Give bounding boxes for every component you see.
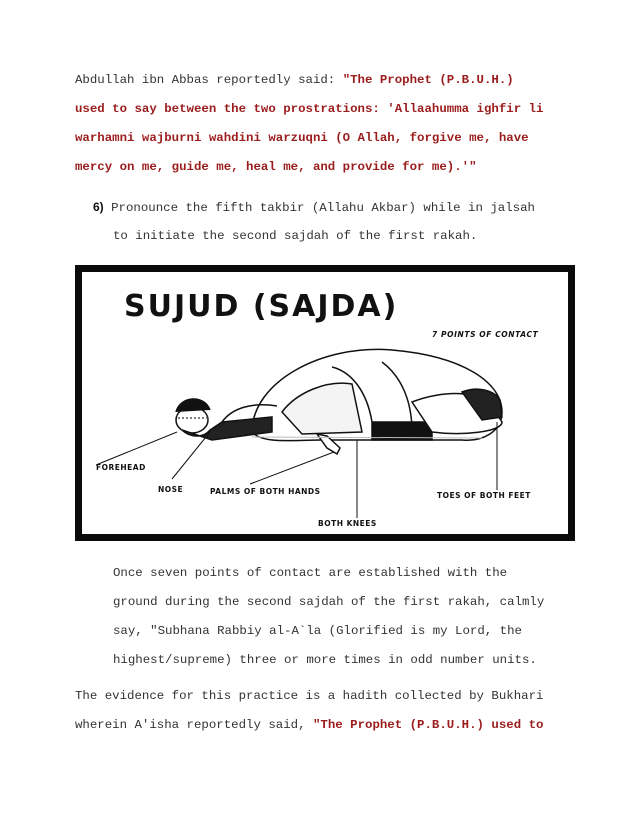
body-p2-plain: wherein A'isha reportedly said, xyxy=(75,718,313,732)
body-p2-quote: "The Prophet (P.B.U.H.) used to xyxy=(312,718,544,732)
step-6 xyxy=(93,200,535,215)
body-p1-line-4: highest/supreme) three or more times in odd number units. xyxy=(113,653,537,667)
step-line-2: to initiate the second sajdah of the first rakah. xyxy=(113,229,478,243)
intro-line-2: used to say between the two prostrations: 'Allaahumma ighfir li xyxy=(75,102,544,116)
label-nose: NOSE xyxy=(158,485,184,494)
sujud-illustration xyxy=(75,265,575,541)
sujud-figure-svg xyxy=(82,272,568,534)
intro-line-3: warhamni wajburni wahdini warzuqni (O Allah, forgive me, have xyxy=(75,131,529,145)
intro-plain-text: Abdullah ibn Abbas reportedly said: xyxy=(75,73,343,87)
figure-subtitle: 7 POINTS OF CONTACT xyxy=(432,330,539,339)
label-knees: BOTH KNEES xyxy=(318,519,377,528)
body-p2-line-1: The evidence for this practice is a hadith collected by Bukhari xyxy=(75,689,544,703)
body-p1-line-1: Once seven points of contact are established with the xyxy=(113,566,508,580)
intro-line-4: mercy on me, guide me, heal me, and provide for me).'" xyxy=(75,160,477,174)
label-forehead: FOREHEAD xyxy=(96,463,146,472)
label-palms: PALMS OF BOTH HANDS xyxy=(210,487,321,496)
step-number: 6) xyxy=(93,200,104,214)
step-line-1: Pronounce the fifth takbir (Allahu Akbar) while in jalsah xyxy=(111,201,535,215)
body-p1-line-3: say, "Subhana Rabbiy al-A`la (Glorified is my Lord, the xyxy=(113,624,522,638)
praying-person-drawing xyxy=(176,349,502,454)
intro-quote-start: "The Prophet (P.B.U.H.) xyxy=(342,73,514,87)
body-p2-line-2 xyxy=(75,718,543,732)
body-p1-line-2: ground during the second sajdah of the first rakah, calmly xyxy=(113,595,545,609)
intro-line-1 xyxy=(75,73,514,87)
label-toes: TOES OF BOTH FEET xyxy=(437,491,531,500)
figure-title: SUJUD (SAJDA) xyxy=(124,289,399,324)
